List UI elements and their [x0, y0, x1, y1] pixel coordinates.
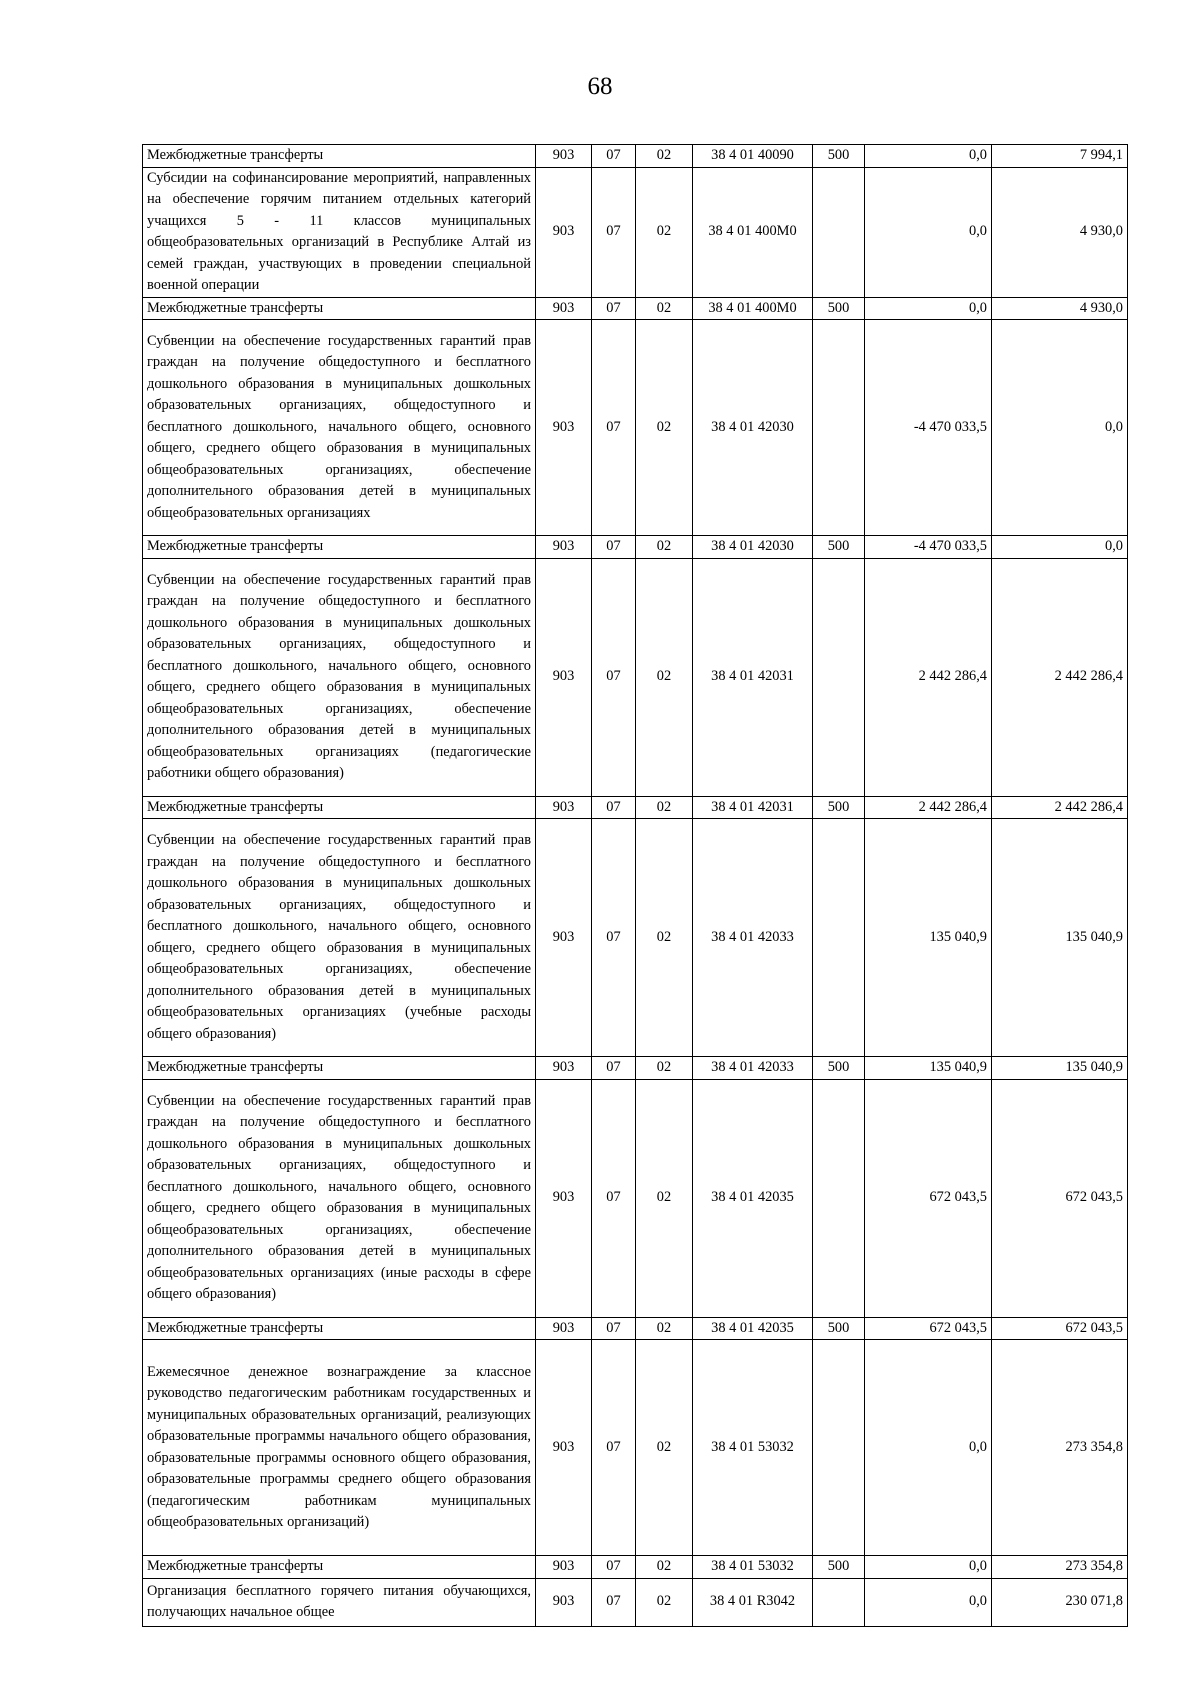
cell-expense-type: 500 [813, 1057, 865, 1080]
cell-grbs: 903 [536, 796, 592, 819]
cell-grbs: 903 [536, 297, 592, 320]
cell-name: Межбюджетные трансферты [143, 1556, 536, 1579]
cell-target-article: 38 4 01 53032 [693, 1556, 813, 1579]
cell-target-article: 38 4 01 42035 [693, 1079, 813, 1317]
cell-section: 07 [592, 1317, 636, 1340]
cell-subsection: 02 [636, 320, 693, 536]
cell-section: 07 [592, 1079, 636, 1317]
cell-grbs: 903 [536, 1340, 592, 1556]
cell-target-article: 38 4 01 42031 [693, 796, 813, 819]
cell-name: Межбюджетные трансферты [143, 1317, 536, 1340]
cell-name: Организация бесплатного горячего питания обучающихся, получающих начальное общее [143, 1578, 536, 1626]
cell-expense-type [813, 320, 865, 536]
cell-target-article: 38 4 01 42035 [693, 1317, 813, 1340]
cell-grbs: 903 [536, 1556, 592, 1579]
cell-amount-1: 0,0 [865, 145, 992, 168]
cell-section: 07 [592, 297, 636, 320]
table-row [143, 536, 1128, 559]
cell-subsection: 02 [636, 558, 693, 796]
cell-grbs: 903 [536, 320, 592, 536]
cell-amount-1: -4 470 033,5 [865, 320, 992, 536]
cell-name: Межбюджетные трансферты [143, 297, 536, 320]
cell-expense-type: 500 [813, 145, 865, 168]
cell-amount-1: 672 043,5 [865, 1317, 992, 1340]
table-row [143, 167, 1128, 297]
cell-section: 07 [592, 145, 636, 168]
table-row [143, 1578, 1128, 1626]
cell-amount-2: 4 930,0 [992, 167, 1128, 297]
cell-section: 07 [592, 167, 636, 297]
cell-subsection: 02 [636, 1057, 693, 1080]
cell-amount-1: 2 442 286,4 [865, 558, 992, 796]
cell-section: 07 [592, 819, 636, 1057]
cell-target-article: 38 4 01 R3042 [693, 1578, 813, 1626]
cell-grbs: 903 [536, 536, 592, 559]
cell-amount-2: 0,0 [992, 320, 1128, 536]
cell-amount-2: 672 043,5 [992, 1317, 1128, 1340]
cell-expense-type [813, 167, 865, 297]
cell-expense-type [813, 1340, 865, 1556]
cell-section: 07 [592, 536, 636, 559]
cell-amount-1: 135 040,9 [865, 819, 992, 1057]
cell-subsection: 02 [636, 1556, 693, 1579]
cell-name: Субсидии на софинансирование мероприятий, направленных на обеспечение горячим питанием отдельных категорий учащихся 5 - 11 классов муниципальных общеобразовательных организаций в Республике Алтай из семей граждан, участвующих в проведении специальной военной операции [143, 167, 536, 297]
cell-name: Межбюджетные трансферты [143, 536, 536, 559]
cell-section: 07 [592, 558, 636, 796]
cell-amount-1: -4 470 033,5 [865, 536, 992, 559]
table-row [143, 819, 1128, 1057]
cell-amount-2: 2 442 286,4 [992, 558, 1128, 796]
cell-amount-1: 0,0 [865, 1340, 992, 1556]
cell-subsection: 02 [636, 297, 693, 320]
cell-target-article: 38 4 01 400М0 [693, 167, 813, 297]
cell-amount-1: 0,0 [865, 1556, 992, 1579]
table-row [143, 297, 1128, 320]
cell-expense-type: 500 [813, 796, 865, 819]
cell-grbs: 903 [536, 167, 592, 297]
cell-target-article: 38 4 01 400М0 [693, 297, 813, 320]
cell-subsection: 02 [636, 1317, 693, 1340]
cell-grbs: 903 [536, 1578, 592, 1626]
cell-grbs: 903 [536, 1079, 592, 1317]
table-body [143, 145, 1128, 1627]
table-row [143, 1556, 1128, 1579]
cell-grbs: 903 [536, 1317, 592, 1340]
cell-amount-1: 135 040,9 [865, 1057, 992, 1080]
budget-table [142, 144, 1128, 1627]
cell-amount-1: 0,0 [865, 297, 992, 320]
table-row [143, 1340, 1128, 1556]
cell-section: 07 [592, 1340, 636, 1556]
cell-grbs: 903 [536, 145, 592, 168]
cell-expense-type: 500 [813, 536, 865, 559]
cell-name: Субвенции на обеспечение государственных гарантий прав граждан на получение общедоступного и бесплатного дошкольного образования в муниципальных дошкольных образовательных организациях, общедоступного и бесплатного дошкольного, начального общего, основного общего, среднего общего образования в муниципальных общеобразовательных организациях, обеспечение дополнительного образования детей в муниципальных общеобразовательных организациях (педагогические работники общего образования) [143, 558, 536, 796]
table-row [143, 558, 1128, 796]
cell-name: Субвенции на обеспечение государственных гарантий прав граждан на получение общедоступного и бесплатного дошкольного образования в муниципальных дошкольных образовательных организациях, общедоступного и бесплатного дошкольного, начального общего, основного общего, среднего общего образования в муниципальных общеобразовательных организациях, обеспечение дополнительного образования детей в муниципальных общеобразовательных организациях (иные расходы в сфере общего образования) [143, 1079, 536, 1317]
cell-target-article: 38 4 01 42031 [693, 558, 813, 796]
cell-amount-2: 230 071,8 [992, 1578, 1128, 1626]
cell-section: 07 [592, 320, 636, 536]
cell-name: Межбюджетные трансферты [143, 1057, 536, 1080]
table-row [143, 796, 1128, 819]
cell-amount-2: 135 040,9 [992, 1057, 1128, 1080]
cell-name: Межбюджетные трансферты [143, 145, 536, 168]
table-row [143, 320, 1128, 536]
cell-name: Межбюджетные трансферты [143, 796, 536, 819]
cell-subsection: 02 [636, 1340, 693, 1556]
cell-amount-2: 273 354,8 [992, 1556, 1128, 1579]
cell-name: Субвенции на обеспечение государственных гарантий прав граждан на получение общедоступного и бесплатного дошкольного образования в муниципальных дошкольных образовательных организациях, общедоступного и бесплатного дошкольного, начального общего, основного общего, среднего общего образования в муниципальных общеобразовательных организациях, обеспечение дополнительного образования детей в муниципальных общеобразовательных организациях [143, 320, 536, 536]
cell-subsection: 02 [636, 536, 693, 559]
cell-target-article: 38 4 01 42033 [693, 819, 813, 1057]
cell-amount-1: 0,0 [865, 1578, 992, 1626]
cell-amount-2: 135 040,9 [992, 819, 1128, 1057]
cell-amount-2: 0,0 [992, 536, 1128, 559]
cell-subsection: 02 [636, 145, 693, 168]
cell-amount-2: 273 354,8 [992, 1340, 1128, 1556]
cell-name: Ежемесячное денежное вознаграждение за классное руководство педагогическим работникам государственных и муниципальных образовательных организаций, реализующих образовательные программы начального общего образования, образовательные программы основного общего образования, образовательные программы среднего общего образования (педагогическим работникам муниципальных общеобразовательных организаций) [143, 1340, 536, 1556]
cell-amount-1: 672 043,5 [865, 1079, 992, 1317]
cell-expense-type: 500 [813, 1317, 865, 1340]
cell-target-article: 38 4 01 40090 [693, 145, 813, 168]
table-row [143, 1079, 1128, 1317]
table-row [143, 1317, 1128, 1340]
cell-expense-type: 500 [813, 297, 865, 320]
cell-section: 07 [592, 1057, 636, 1080]
page-number: 68 [587, 73, 613, 100]
cell-subsection: 02 [636, 796, 693, 819]
cell-amount-2: 4 930,0 [992, 297, 1128, 320]
cell-grbs: 903 [536, 1057, 592, 1080]
cell-section: 07 [592, 796, 636, 819]
cell-expense-type [813, 1079, 865, 1317]
cell-amount-2: 672 043,5 [992, 1079, 1128, 1317]
cell-subsection: 02 [636, 167, 693, 297]
cell-amount-1: 2 442 286,4 [865, 796, 992, 819]
table-row [143, 145, 1128, 168]
table-row [143, 1057, 1128, 1080]
cell-target-article: 38 4 01 42030 [693, 320, 813, 536]
cell-expense-type [813, 819, 865, 1057]
cell-subsection: 02 [636, 1578, 693, 1626]
cell-amount-1: 0,0 [865, 167, 992, 297]
cell-section: 07 [592, 1556, 636, 1579]
cell-grbs: 903 [536, 819, 592, 1057]
cell-grbs: 903 [536, 558, 592, 796]
cell-subsection: 02 [636, 819, 693, 1057]
cell-subsection: 02 [636, 1079, 693, 1317]
cell-amount-2: 7 994,1 [992, 145, 1128, 168]
cell-expense-type [813, 1578, 865, 1626]
cell-amount-2: 2 442 286,4 [992, 796, 1128, 819]
cell-target-article: 38 4 01 53032 [693, 1340, 813, 1556]
cell-expense-type: 500 [813, 1556, 865, 1579]
cell-target-article: 38 4 01 42030 [693, 536, 813, 559]
cell-name: Субвенции на обеспечение государственных гарантий прав граждан на получение общедоступного и бесплатного дошкольного образования в муниципальных дошкольных образовательных организациях, общедоступного и бесплатного дошкольного, начального общего, основного общего, среднего общего образования в муниципальных общеобразовательных организациях, обеспечение дополнительного образования детей в муниципальных общеобразовательных организациях (учебные расходы общего образования) [143, 819, 536, 1057]
cell-section: 07 [592, 1578, 636, 1626]
cell-target-article: 38 4 01 42033 [693, 1057, 813, 1080]
cell-expense-type [813, 558, 865, 796]
